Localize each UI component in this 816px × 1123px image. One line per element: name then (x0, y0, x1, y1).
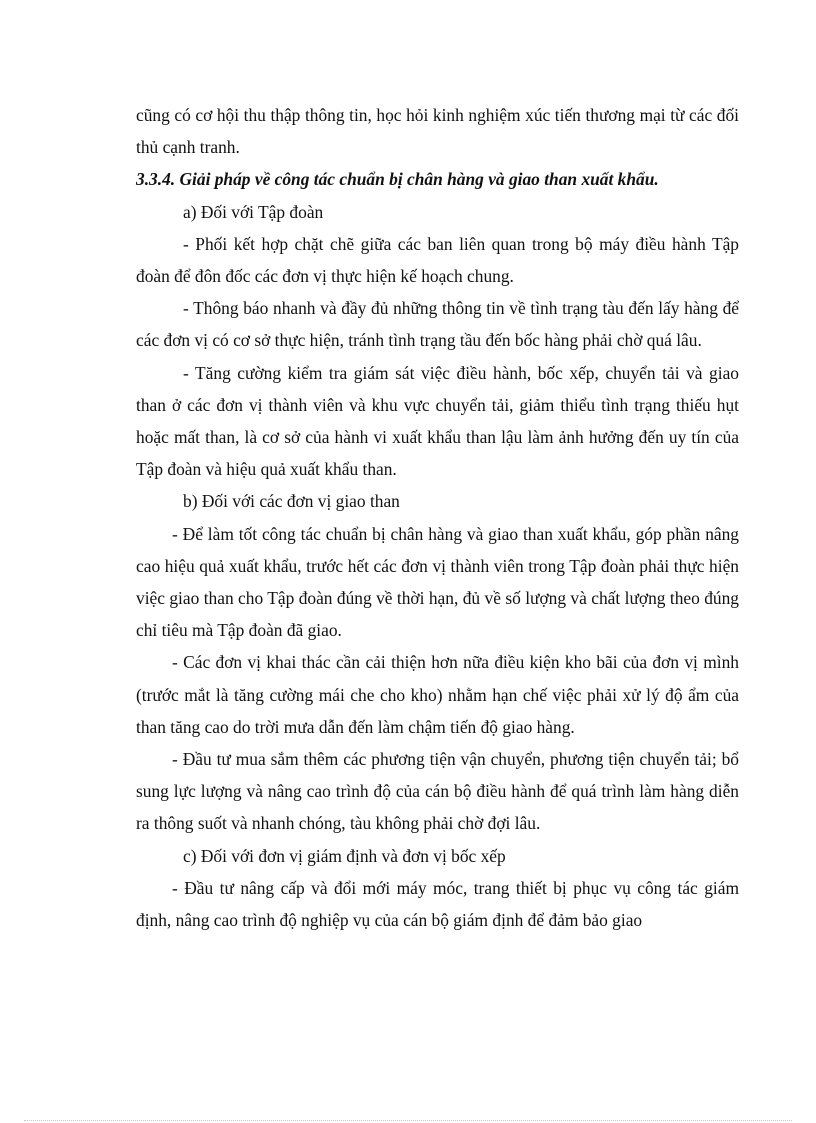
subsection-heading: a) Đối với Tập đoàn (183, 201, 324, 222)
paragraph: - Các đơn vị khai thác cần cải thiện hơn nữa điều kiện kho bãi của đơn vị mình (trước mắt là tăng cường mái che cho kho) nhằm hạn chế việc phải xử lý độ ẩm của than tăng cao do trời mưa dẫn đến làm chậm tiến độ giao hàng. (136, 652, 739, 737)
subsection-heading: c) Đối với đơn vị giám định và đơn vị bốc xếp (183, 845, 506, 866)
section-heading: 3.3.4. Giải pháp về công tác chuẩn bị chân hàng và giao than xuất khẩu. (136, 169, 659, 190)
document-page (136, 99, 739, 936)
paragraph: - Đầu tư mua sắm thêm các phương tiện vận chuyển, phương tiện chuyển tải; bổ sung lực lượng và nâng cao trình độ của cán bộ điều hành để quá trình làm hàng diễn ra thông suốt và nhanh chóng, tàu không phải chờ đợi lâu. (136, 749, 739, 834)
page-divider (24, 1120, 792, 1121)
paragraph: - Phối kết hợp chặt chẽ giữa các ban liên quan trong bộ máy điều hành Tập đoàn để đôn đốc các đơn vị thực hiện kế hoạch chung. (136, 233, 739, 287)
paragraph: - Thông báo nhanh và đầy đủ những thông tin về tình trạng tàu đến lấy hàng để các đơn vị có cơ sở thực hiện, tránh tình trạng tầu đến bốc hàng phải chờ quá lâu. (136, 298, 739, 351)
paragraph: cũng có cơ hội thu thập thông tin, học hỏi kinh nghiệm xúc tiến thương mại từ các đối thủ cạnh tranh. (136, 105, 739, 158)
paragraph: - Đầu tư nâng cấp và đổi mới máy móc, trang thiết bị phục vụ công tác giám định, nâng cao trình độ nghiệp vụ của cán bộ giám định để đảm bảo giao (136, 877, 739, 931)
paragraph: - Để làm tốt công tác chuẩn bị chân hàng và giao than xuất khẩu, góp phần nâng cao hiệu quả xuất khẩu, trước hết các đơn vị thành viên trong Tập đoàn phải thực hiện việc giao than cho Tập đoàn đúng về thời hạn, đủ về số lượng và chất lượng theo đúng chỉ tiêu mà Tập đoàn đã giao. (136, 523, 739, 641)
paragraph: - Tăng cường kiểm tra giám sát việc điều hành, bốc xếp, chuyển tải và giao than ở các đơn vị thành viên và khu vực chuyển tải, giảm thiểu tình trạng thiếu hụt hoặc mất than, là cơ sở của hành vi xuất khẩu than lậu làm ảnh hưởng đến uy tín của Tập đoàn và hiệu quả xuất khẩu than. (136, 362, 739, 480)
subsection-heading: b) Đối với các đơn vị giao than (183, 491, 400, 512)
